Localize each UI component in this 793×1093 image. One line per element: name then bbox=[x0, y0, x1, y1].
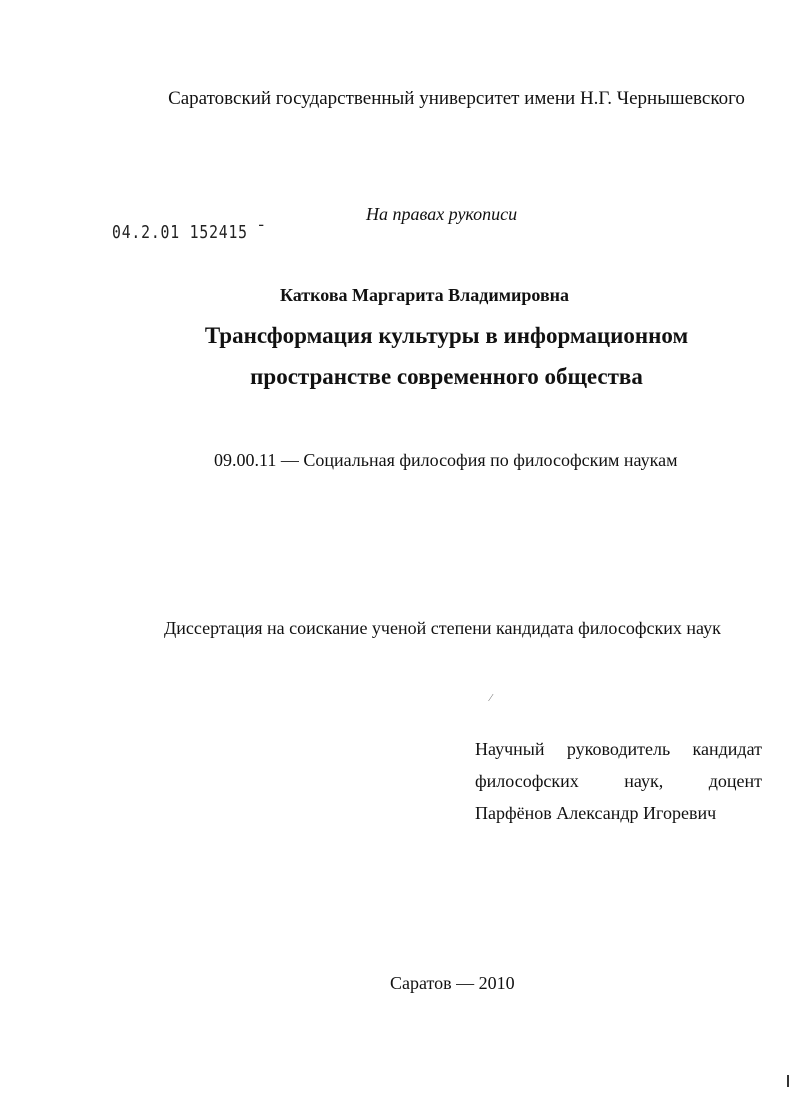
supervisor-word: кандидат bbox=[692, 739, 762, 759]
supervisor-word: руководитель bbox=[566, 739, 671, 759]
specialty-code: 09.00.11 — Социальная философия по философским наукам bbox=[214, 450, 678, 470]
supervisor-word: наук, bbox=[624, 771, 664, 791]
author-name: Каткова Маргарита Владимировна bbox=[279, 285, 570, 305]
supervisor-word: философских bbox=[475, 771, 579, 791]
library-stamp-number: 04.2.01 152415 ̄ bbox=[112, 222, 258, 243]
supervisor-word: доцент bbox=[708, 771, 762, 791]
supervisor-word: Научный bbox=[475, 739, 545, 759]
scan-edge-mark bbox=[787, 1075, 789, 1087]
supervisor-line-1 bbox=[475, 733, 762, 765]
supervisor-block bbox=[475, 733, 762, 829]
rights-note: На правах рукописи bbox=[366, 204, 518, 224]
university-name: Саратовский государственный университет имени Н.Г. Чернышевского bbox=[168, 88, 745, 109]
supervisor-line-2 bbox=[475, 765, 762, 797]
city-year: Саратов — 2010 bbox=[390, 973, 515, 993]
dissertation-title-line-1: Трансформация культуры в информационном bbox=[204, 323, 689, 348]
dissertation-type: Диссертация на соискание ученой степени кандидата философских наук bbox=[164, 618, 721, 638]
pen-mark: ⁄ bbox=[490, 693, 492, 704]
supervisor-name: Парфёнов Александр Игоревич bbox=[475, 803, 717, 823]
dissertation-title-line-2: пространстве современного общества bbox=[250, 364, 643, 389]
